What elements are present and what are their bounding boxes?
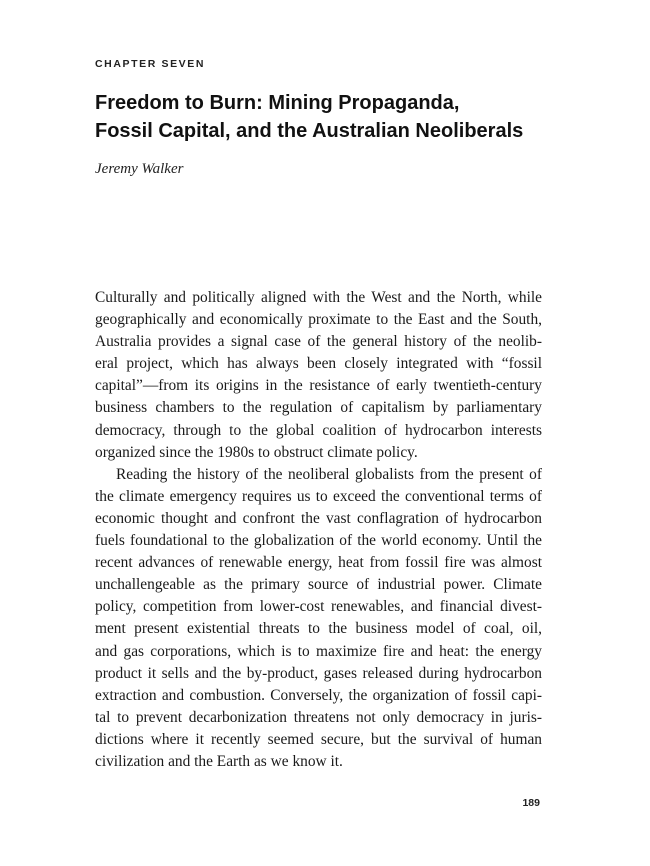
chapter-title-line: Fossil Capital, and the Australian Neoliberals	[95, 120, 524, 142]
paragraph	[95, 287, 542, 464]
text-line: Culturally and politically aligned with the West and the North, while	[95, 289, 542, 306]
text-line: recent advances of renewable energy, heat from fossil fire was almost	[95, 554, 542, 572]
text-line: tal to prevent decarbonization threatens not only democracy in juris-	[95, 708, 542, 726]
text-line: organized since the 1980s to obstruct climate policy.	[95, 443, 418, 461]
text-line: eral project, which has always been closely integrated with “fossil	[95, 355, 542, 373]
author-name: Jeremy Walker	[95, 161, 184, 177]
text-line: geographically and economically proximate to the East and the South,	[95, 311, 542, 329]
page-number: 189	[522, 797, 540, 809]
chapter-label: CHAPTER SEVEN	[95, 58, 206, 70]
text-line: fuels foundational to the globalization of the world economy. Until the	[95, 532, 542, 550]
text-line: civilization and the Earth as we know it.	[95, 752, 343, 770]
text-line: extraction and combustion. Conversely, the organization of fossil capi-	[95, 686, 542, 704]
text-line: Australia provides a signal case of the general history of the neolib-	[95, 333, 542, 351]
text-line: capital”—from its origins in the resistance of early twentieth-century	[95, 377, 542, 395]
text-line: economic thought and confront the vast conflagration of hydrocarbon	[95, 509, 542, 527]
text-line: unchallengeable as the primary source of industrial power. Climate	[95, 576, 542, 594]
text-line: Reading the history of the neoliberal globalists from the present of	[116, 465, 542, 483]
chapter-title-line: Freedom to Burn: Mining Propaganda,	[95, 92, 460, 114]
chapter-title	[95, 89, 565, 145]
text-line: democracy, through to the global coalition of hydrocarbon interests	[95, 421, 542, 439]
text-line: and gas corporations, which is to maximize fire and heat: the energy	[95, 642, 542, 660]
text-line: product it sells and the by-product, gases released during hydrocarbon	[95, 664, 542, 682]
body-text	[95, 287, 542, 773]
text-line: dictions where it recently seemed secure, but the survival of human	[95, 730, 542, 748]
text-line: policy, competition from lower-cost renewables, and financial divest-	[95, 598, 542, 616]
text-line: the climate emergency requires us to exceed the conventional terms of	[95, 487, 542, 505]
text-line: ment present existential threats to the business model of coal, oil,	[95, 620, 542, 638]
paragraph	[95, 464, 542, 773]
text-line: business chambers to the regulation of capitalism by parliamentary	[95, 399, 542, 417]
